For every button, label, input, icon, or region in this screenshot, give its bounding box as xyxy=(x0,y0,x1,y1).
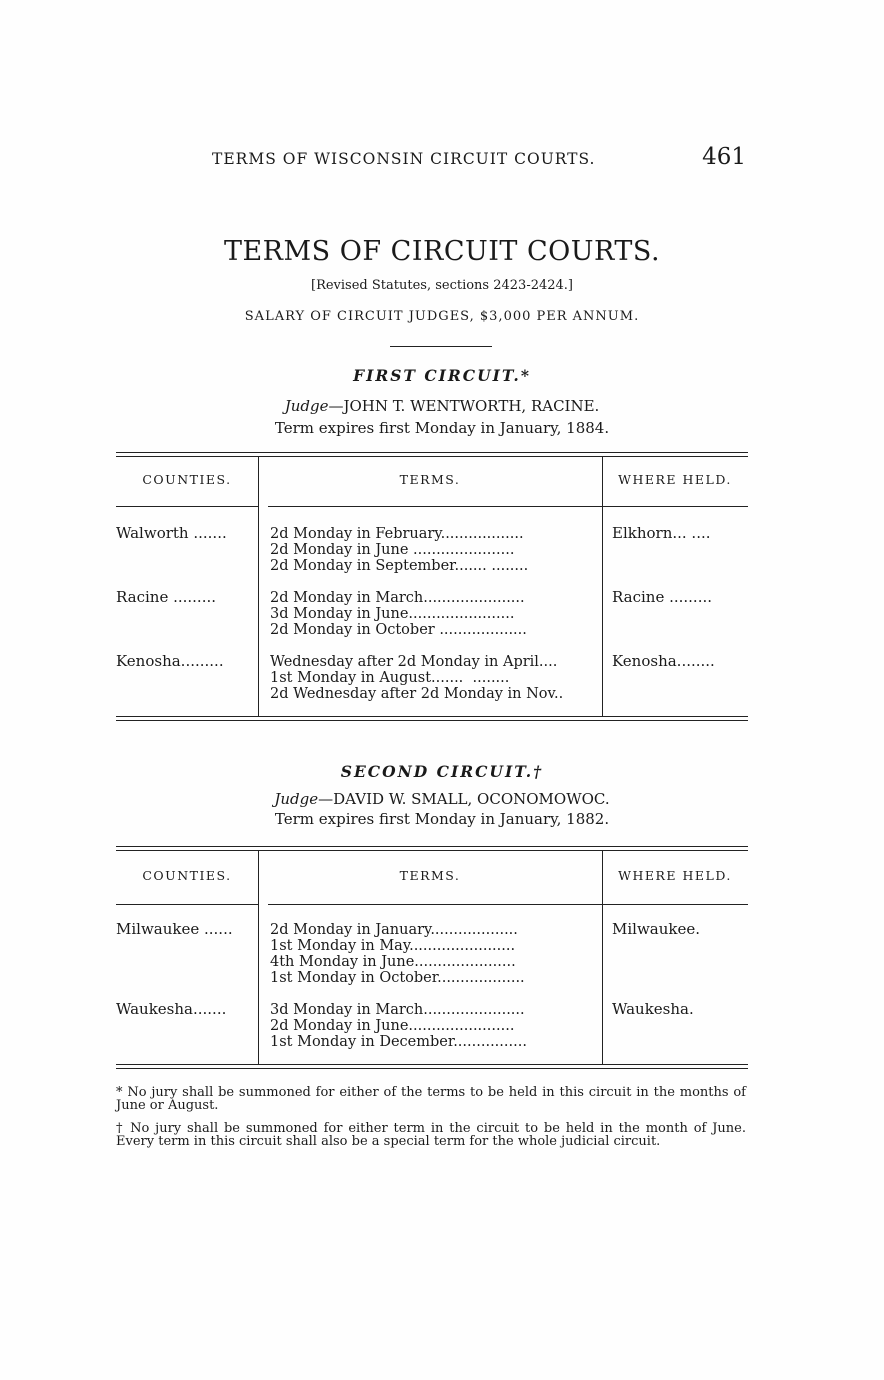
judge-name: —JOHN T. WENTWORTH, RACINE. xyxy=(328,397,600,415)
term-line: 1st Monday in August....... ........ xyxy=(270,670,510,686)
where-held-cell: Milwaukee. xyxy=(612,920,701,938)
term-line: 1st Monday in December................ xyxy=(270,1034,527,1050)
header-terms: TERMS. xyxy=(399,472,461,487)
term-line: 1st Monday in May....................... xyxy=(270,938,516,954)
term-line: 2d Monday in February.................. xyxy=(270,526,524,542)
judge-label: Judge xyxy=(284,397,329,415)
header-rule xyxy=(116,506,258,507)
term-line: 2d Wednesday after 2d Monday in Nov.. xyxy=(270,686,564,702)
county-cell: Racine ......... xyxy=(116,588,216,606)
table-bottom-rule xyxy=(116,716,748,717)
header-counties: COUNTIES. xyxy=(142,868,232,883)
first-circuit-title: FIRST CIRCUIT.* xyxy=(353,366,531,385)
second-circuit-table xyxy=(116,846,748,1074)
running-head-title: TERMS OF WISCONSIN CIRCUIT COURTS. xyxy=(212,150,596,168)
term-line: 2d Monday in January................... xyxy=(270,922,518,938)
county-cell: Kenosha......... xyxy=(116,652,224,670)
term-line: 2d Monday in June ...................... xyxy=(270,542,515,558)
first-circuit-judge xyxy=(0,397,884,415)
term-line: 3d Monday in June....................... xyxy=(270,606,515,622)
term-line: 2d Monday in October ................... xyxy=(270,622,527,638)
header-rule xyxy=(116,904,258,905)
header-where-held: WHERE HELD. xyxy=(618,472,732,487)
table-top-rule xyxy=(116,456,748,457)
term-line: 2d Monday in June....................... xyxy=(270,1018,515,1034)
header-where-held: WHERE HELD. xyxy=(618,868,732,883)
table-bottom-rule xyxy=(116,720,748,721)
running-head xyxy=(212,144,746,174)
where-held-cell: Elkhorn... .... xyxy=(612,524,711,542)
table-top-rule xyxy=(116,452,748,453)
where-held-cell: Racine ......... xyxy=(612,588,712,606)
salary-line: SALARY OF CIRCUIT JUDGES, $3,000 PER ANNUM. xyxy=(244,309,640,324)
first-circuit-table xyxy=(116,452,748,724)
page-title: TERMS OF CIRCUIT COURTS. xyxy=(223,236,661,267)
county-cell: Walworth ....... xyxy=(116,524,227,542)
judge-label: Judge xyxy=(274,790,319,808)
page-number: 461 xyxy=(702,144,746,170)
header-counties: COUNTIES. xyxy=(142,472,232,487)
footnote-first: * No jury shall be summoned for either of the terms to be held in this circuit in the months of June or August. xyxy=(116,1085,746,1113)
table-top-rule xyxy=(116,850,748,851)
header-rule xyxy=(602,506,748,507)
header-terms: TERMS. xyxy=(399,868,461,883)
statute-reference: [Revised Statutes, sections 2423-2424.] xyxy=(311,278,573,293)
judge-name: —DAVID W. SMALL, OCONOMOWOC. xyxy=(318,790,610,808)
term-line: 1st Monday in October................... xyxy=(270,970,525,986)
header-rule xyxy=(268,506,602,507)
footnote-second: † No jury shall be summoned for either term in the circuit to be held in the month of June. Every term in this circuit shall also be a special term for the whole judicial circuit. xyxy=(116,1121,746,1149)
table-top-rule xyxy=(116,846,748,847)
where-held-cell: Kenosha........ xyxy=(612,652,715,670)
column-divider xyxy=(258,457,259,717)
county-cell: Waukesha....... xyxy=(116,1000,227,1018)
second-circuit-judge xyxy=(0,790,884,808)
table-bottom-rule xyxy=(116,1064,748,1065)
second-circuit-title: SECOND CIRCUIT.† xyxy=(340,762,544,781)
where-held-cell: Waukesha. xyxy=(612,1000,694,1018)
column-divider xyxy=(602,851,603,1065)
term-line: 2d Monday in September....... ........ xyxy=(270,558,529,574)
table-bottom-rule xyxy=(116,1068,748,1069)
term-line: 2d Monday in March...................... xyxy=(270,590,525,606)
second-circuit-expires: Term expires first Monday in January, 1882. xyxy=(274,810,610,828)
header-rule xyxy=(268,904,602,905)
column-divider xyxy=(258,851,259,1065)
first-circuit-expires: Term expires first Monday in January, 1884. xyxy=(274,419,610,437)
column-divider xyxy=(602,457,603,717)
term-line: 3d Monday in March...................... xyxy=(270,1002,525,1018)
term-line: Wednesday after 2d Monday in April.... xyxy=(270,654,558,670)
title-divider xyxy=(390,346,492,347)
header-rule xyxy=(602,904,748,905)
county-cell: Milwaukee ...... xyxy=(116,920,233,938)
term-line: 4th Monday in June...................... xyxy=(270,954,516,970)
